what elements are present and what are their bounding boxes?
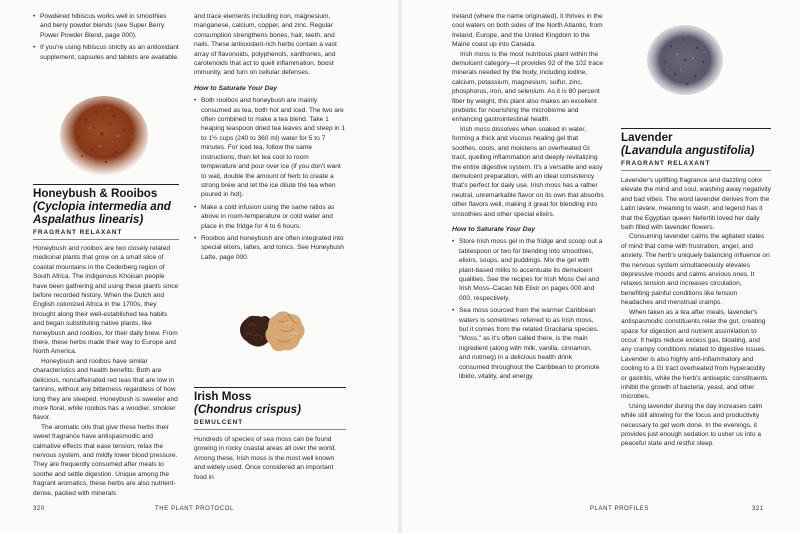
saturate-subhead-1: How to Saturate Your Day: [194, 84, 278, 92]
paragraph: Hundreds of species of sea moss can be found growing in rocky coastal areas all over the world. Among these, Irish moss is the most well known and widely used. Once considered an important food in: [194, 436, 337, 481]
rooibos-bullets: [194, 96, 346, 262]
list-item: • Sea moss sourced from the warmer Caribbean waters is sometimes referred to as Irish moss, but it comes from the related Gracilaria species. "Moss," as it's often called there, is the main ingredient (along with milk, vanilla, cinnamon, and nutmeg) in a delicious health drink consumed throughout the Caribbean to promote libido, vitality, and energy.: [452, 306, 604, 381]
irish-moss-image: [228, 300, 312, 364]
paragraph: When taken as a tea after meals, lavender's antispasmodic constituents relax the gut, creating space for digestion and nutrient assimilation to occur. It helps reduce excess gas, bloating, and any crampy conditions related to digestive issues. Lavender is also highly anti-inflammatory and cooling to a GI tract overheated from hyperacidity or gastritis, while the herb's antiseptic constituents inhibit the growth of bacteria, yeast, and other microbes.: [621, 308, 768, 401]
list-item: • Make a cold infusion using the same ratios as above in room-temperature or cold water and place in the fridge for 4 to 6 hours.: [194, 203, 346, 231]
irish-moss-bullets: [452, 237, 604, 381]
gutter: [398, 0, 402, 533]
list-item: • If you're using hibiscus strictly as an antioxidant supplement, capsules and tablets are available.: [33, 43, 179, 62]
lavender-heading: [621, 128, 771, 171]
paragraph: Ireland (where the name originated), it thrives in the cool waters on both sides of the North Atlantic, from Ireland, Europe, and the United Kingdom to the Maine coast up into Canada.: [452, 13, 603, 49]
column-2: [194, 12, 346, 265]
column-1: [33, 12, 179, 65]
paragraph: Honeybush and rooibos are two closely related medicinal plants that grow on a small slice of coastal mountains in the Cederberg region of South Africa. The indigenous Khoisan people have been gathering and using these plants since before recorded history. When the Dutch and English colonized Africa in the 1700s, they brought along their well-established tea habits and began substituting native plants, like honeybush and rooibos, for their daily brew. From there, these herbs made their way to Europe and North America.: [33, 245, 179, 356]
irish-moss-latin: (Chondrus crispus): [194, 403, 301, 416]
paragraph: Consuming lavender calms the agitated states of mind that come with frustration, anger, and anxiety. The herb's uniquely balancing influence on the nervous system simultaneously elevates depressive moods and calms anxious ones. It relaxes tension and increases circulation, benefiting painful conditions like tension headaches and menstrual cramps.: [621, 233, 770, 307]
honeybush-title: Honeybush & Rooibos: [33, 187, 158, 200]
list-item: • Both rooibos and honeybush are mainly consumed as tea, both hot and iced. The two are often combined to make a tea blend. Take 1 heaping teaspoon dried tea leaves and steep in 1 to 1½ cups (240 to 360 ml) water for 5 to 7 minutes. For iced tea, follow the same instructions, then let tea cool to room temperature and pour over ice (if you don't want to wait, double the amount of herb to create a strong brew and let the ice dilute the tea when poured in hot).: [194, 96, 346, 199]
irish-moss-body: [194, 435, 346, 482]
lavender-tag: FRAGRANT RELAXANT: [621, 160, 711, 167]
paragraph: and trace elements including iron, magnesium, manganese, calcium, copper, and zinc. Regular consumption strengthens bones, hair, teeth, and nails. These antioxidant-rich herbs contain a vast array of flavonoids, polyphenols, xanthones, and carotenoids that act to quell inflammation, boost immunity, and turn on cellular defenses.: [194, 13, 337, 77]
honeybush-latin-1: (Cyclopia intermedia and: [33, 200, 171, 213]
saturate-subhead-2: How to Saturate Your Day: [452, 225, 536, 233]
column-3: [452, 12, 604, 384]
paragraph: Lavender's uplifting fragrance and dazzling color elevate the mind and soul, washing away negativity and bad vibes. The word lavender derives from the Latin lavare, meaning to wash, and legend has it that the Egyptian queen Nefertiti loved her daily bath filled with lavender flowers.: [621, 177, 771, 232]
right-running-head: PLANT PROFILES: [590, 506, 649, 512]
lavender-latin: (Lavandula angustifolia): [621, 144, 755, 157]
left-running-head: THE PLANT PROTOCOL: [155, 506, 234, 512]
irish-moss-heading: [194, 387, 346, 430]
irish-moss-title: Irish Moss: [194, 390, 252, 403]
paragraph: Using lavender during the day increases calm while still allowing for the focus and productivity necessary to get work done. In the evenings, it provides just enough sedation to usher us into a peaceful state and restful sleep.: [621, 402, 763, 448]
paragraph: Honeybush and rooibos have similar characteristics and health benefits: Both are delicious, noncaffeinated red teas that are low in tannins, without any bitterness regardless of how long they are steeped. Honeybush is sweeter and more floral, while rooibos has a woodier, smokier flavor.: [33, 357, 178, 422]
rooibos-image: [56, 90, 152, 180]
hibiscus-bullets: [33, 12, 179, 62]
lavender-body: [621, 176, 771, 449]
paragraph: Irish moss is the most nutritious plant within the demulcent category—it provides 92 of the 102 trace minerals needed by the body, including iodine, calcium, potassium, magnesium, sulfur, zinc, phosphorus, iron, and selenium. As it is 80 percent fiber by weight, this plant also makes an excellent prebiotic for nourishing the microbiome and enhancing gastrointestinal health.: [452, 50, 604, 124]
irish-moss-tag: DEMULCENT: [194, 419, 244, 426]
list-item: • Rooibos and honeybush are often integrated into special elixirs, lattes, and tonics. See Honeybush Latte, page 000.: [194, 234, 346, 262]
honeybush-heading: [33, 184, 179, 240]
lavender-title: Lavender: [621, 131, 673, 144]
list-item: • Powdered hibiscus works well in smoothies and berry powder blends (see Super Berry Power Powder Blend, page 000).: [33, 12, 179, 40]
lavender-image: [643, 20, 727, 100]
left-page-number: 320: [33, 506, 45, 512]
honeybush-body: [33, 244, 179, 498]
list-item: • Store Irish moss gel in the fridge and scoop out a tablespoon or two for blending into smoothies, elixirs, soups, and puddings. Mix the gel with plant-based milks to accentuate its demulcent qualities. See the recipes for Irish Moss Gel and Irish Moss–Cacao Nib Elixir on pages 000 and 000, respectively.: [452, 237, 604, 303]
honeybush-tag: FRAGRANT RELAXANT: [33, 229, 123, 236]
paragraph: The aromatic oils that give these herbs their sweet fragrance have antispasmodic and calmative effects that ease tension, relax the nervous system, and mildly lower blood pressure. They are frequently consumed after meals to soothe and settle digestion. Unique among the fragrant aromatics, these herbs are also nutrient-dense, packed with minerals: [33, 423, 178, 497]
right-page-number: 321: [752, 506, 764, 512]
paragraph: Irish moss dissolves when soaked in water, forming a thick and viscous healing gel that soothes, cools, and moistens an overheated GI tract, quelling inflammation and deeply revitalizing the entire digestive system. It's a versatile and easy demulcent preparation, with an ideal consistency that's perfect for daily use. Irish moss has a rather neutral, unremarkable flavor on its own that absorbs other flavors well, making it great for blending into smoothies and other special elixirs.: [452, 125, 604, 218]
honeybush-latin-2: Aspalathus linearis): [33, 213, 144, 226]
